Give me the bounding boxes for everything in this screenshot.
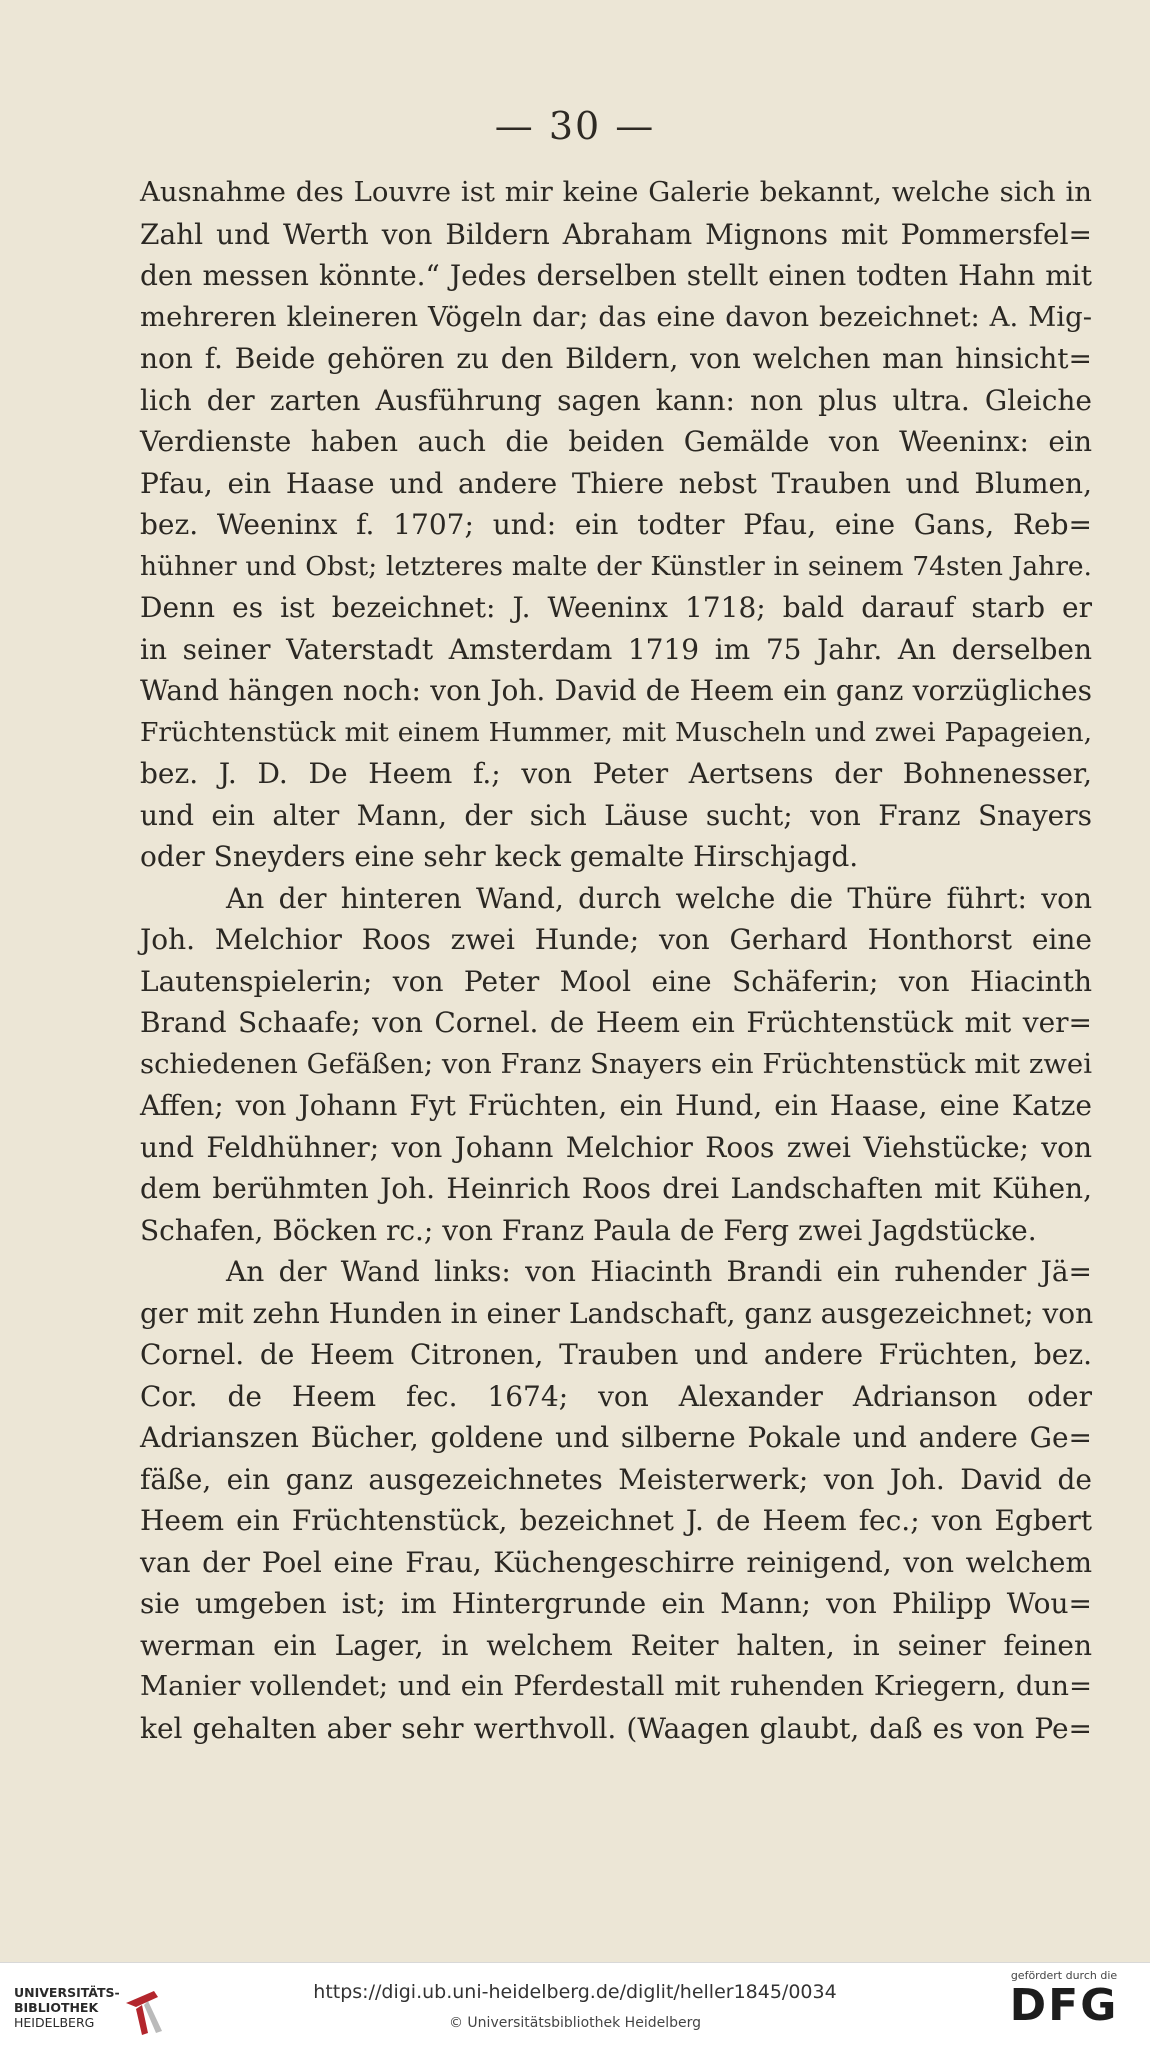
text-line: schiedenen Gefäßen; von Franz Snayers ein Früchtenstück mit zwei [140, 1047, 1092, 1080]
text-line: hühner und Obst; letzteres malte der Künstler in seinem 74sten Jahre. [140, 550, 1092, 582]
text-line: Verdienste haben auch die beiden Gemälde von Weeninx: ein [140, 425, 1092, 458]
text-line: Brand Schaafe; von Cornel. de Heem ein Früchtenstück mit ver= [140, 1006, 1092, 1039]
text-line: den messen könnte.“ Jedes derselben stellt einen todten Hahn mit [140, 259, 1092, 292]
text-line: oder Sneyders eine sehr keck gemalte Hirschjagd. [140, 840, 859, 873]
text-line: und Feldhühner; von Johann Melchior Roos zwei Viehstücke; von [140, 1130, 1092, 1164]
text-line: Ausnahme des Louvre ist mir keine Galerie bekannt, welche sich in [140, 176, 1092, 208]
text-line: An der Wand links: von Hiacinth Brandi ein ruhender Jä= [226, 1255, 1092, 1288]
text-line: kel gehalten aber sehr werthvoll. (Waagen glaubt, daß es von Pe= [140, 1711, 1092, 1745]
viewer-footer [0, 1962, 1150, 2052]
text-line: sie umgeben ist; im Hintergrunde ein Mann; von Philipp Wou= [140, 1587, 1092, 1620]
text-line: werman ein Lager, in welchem Reiter halten, in seiner feinen [140, 1628, 1092, 1662]
dfg-logo[interactable] [1004, 1969, 1124, 2030]
text-line: Manier vollendet; und ein Pferdestall mit ruhenden Kriegern, dun= [140, 1670, 1092, 1702]
text-line: bez. Weeninx f. 1707; und: ein todter Pfau, eine Gans, Reb= [140, 508, 1092, 541]
text-line: Joh. Melchior Roos zwei Hunde; von Gerhard Honthorst eine [140, 923, 1092, 956]
page-number: — 30 — [494, 104, 656, 148]
text-line: Pfau, ein Haase und andere Thiere nebst Trauben und Blumen, [140, 466, 1092, 500]
text-line: Heem ein Früchtenstück, bezeichnet J. de Heem fec.; von Egbert [140, 1504, 1092, 1537]
text-line: Lautenspielerin; von Peter Mool eine Schäferin; von Hiacinth [140, 964, 1092, 998]
text-line: fäße, ein ganz ausgezeichnetes Meisterwerk; von Joh. David de [140, 1462, 1092, 1496]
text-line: mehreren kleineren Vögeln dar; das eine davon bezeichnet: A. Mig- [140, 300, 1092, 333]
body-text [140, 172, 1092, 1749]
text-line: An der hinteren Wand, durch welche die Thüre führt: von [226, 881, 1092, 915]
text-line: lich der zarten Ausführung sagen kann: non plus ultra. Gleiche [140, 383, 1092, 417]
copyright-notice: © Universitätsbibliothek Heidelberg [448, 2015, 701, 2031]
logo-line-3: HEIDELBERG [14, 2015, 95, 2030]
text-line: ger mit zehn Hunden in einer Landschaft, ganz ausgezeichnet; von [140, 1296, 1094, 1330]
text-line: Zahl und Werth von Bildern Abraham Mignons mit Pommersfel= [140, 217, 1092, 251]
logo-line-2: BIBLIOTHEK [14, 2000, 99, 2015]
text-line: Affen; von Johann Fyt Früchten, ein Hund, ein Haase, eine Katze [140, 1089, 1092, 1122]
text-line: bez. J. D. De Heem f.; von Peter Aertsens der Bohnenesser, [140, 757, 1092, 790]
text-line: und ein alter Mann, der sich Läuse sucht; von Franz Snayers [140, 798, 1092, 832]
text-line: Wand hängen noch: von Joh. David de Heem ein ganz vorzügliches [140, 674, 1092, 707]
dfg-wordmark: DFG [1009, 1980, 1119, 2031]
text-line: Denn es ist bezeichnet: J. Weeninx 1718; bald darauf starb er [140, 591, 1092, 624]
text-line: Cornel. de Heem Citronen, Trauben und andere Früchten, bez. [140, 1338, 1092, 1371]
funding-caption: gefördert durch die [1010, 1969, 1118, 1982]
logo-line-1: UNIVERSITÄTS- [14, 1985, 120, 2000]
document-url-link[interactable]: https://digi.ub.uni-heidelberg.de/diglit/heller1845/0034 [313, 1981, 837, 2003]
text-line: van der Poel eine Frau, Küchengeschirre reinigend, von welchem [140, 1545, 1092, 1579]
text-line: Früchtenstück mit einem Hummer, mit Muscheln und zwei Papageien, [140, 716, 1092, 748]
text-line: Cor. de Heem fec. 1674; von Alexander Adrianson oder [140, 1379, 1092, 1413]
text-line: dem berühmten Joh. Heinrich Roos drei Landschaften mit Kühen, [140, 1172, 1092, 1205]
text-line: in seiner Vaterstadt Amsterdam 1719 im 75 Jahr. An derselben [140, 632, 1092, 666]
text-line: non f. Beide gehören zu den Bildern, von welchen man hinsicht= [140, 342, 1092, 375]
text-line: Schafen, Böcken rc.; von Franz Paula de Ferg zwei Jagdstücke. [140, 1213, 1037, 1247]
text-line: Adrianszen Bücher, goldene und silberne Pokale und andere Ge= [140, 1421, 1092, 1454]
